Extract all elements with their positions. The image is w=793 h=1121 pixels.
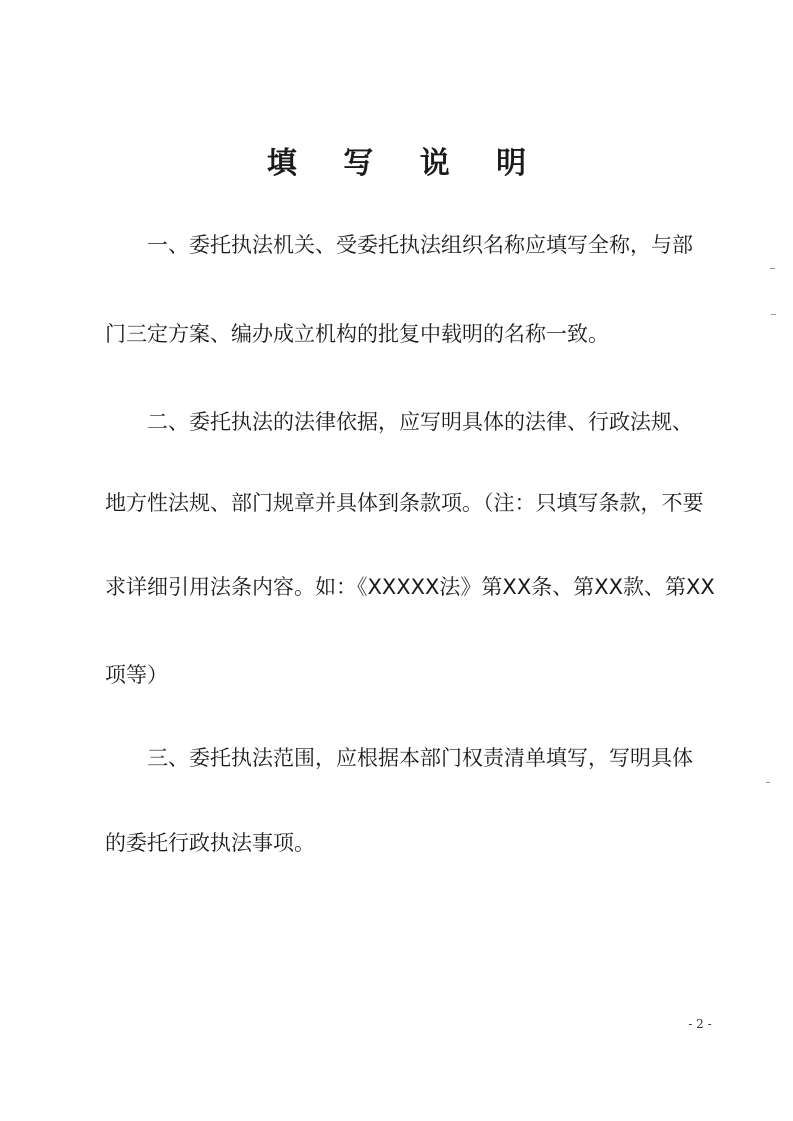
- paragraph-1-line-2: 门三定方案、编办成立机构的批复中载明的名称一致。: [105, 322, 609, 346]
- page-number: - 2 -: [688, 1017, 712, 1031]
- paragraph-2-line-3: 求详细引用法条内容。如：《XXXXX法》第XX条、第XX款、第XX: [105, 575, 715, 599]
- paragraph-3-line-1: 三、委托执法范围，应根据本部门权责清单填写，写明具体: [105, 746, 693, 770]
- scan-speck: [770, 268, 775, 269]
- paragraph-1-line-1: 一、委托执法机关、受委托执法组织名称应填写全称，与部: [105, 233, 693, 257]
- scan-speck: [766, 782, 770, 783]
- paragraph-2-line-4: 项等）: [105, 663, 168, 687]
- paragraph-2-line-2: 地方性法规、部门规章并具体到条款项。（注：只填写条款，不要: [105, 491, 704, 515]
- document-title: 填 写 说 明: [266, 146, 545, 181]
- scan-speck: [771, 314, 776, 315]
- paragraph-3-line-2: 的委托行政执法事项。: [105, 831, 315, 855]
- paragraph-2-line-1: 二、委托执法的法律依据，应写明具体的法律、行政法规、: [105, 410, 693, 434]
